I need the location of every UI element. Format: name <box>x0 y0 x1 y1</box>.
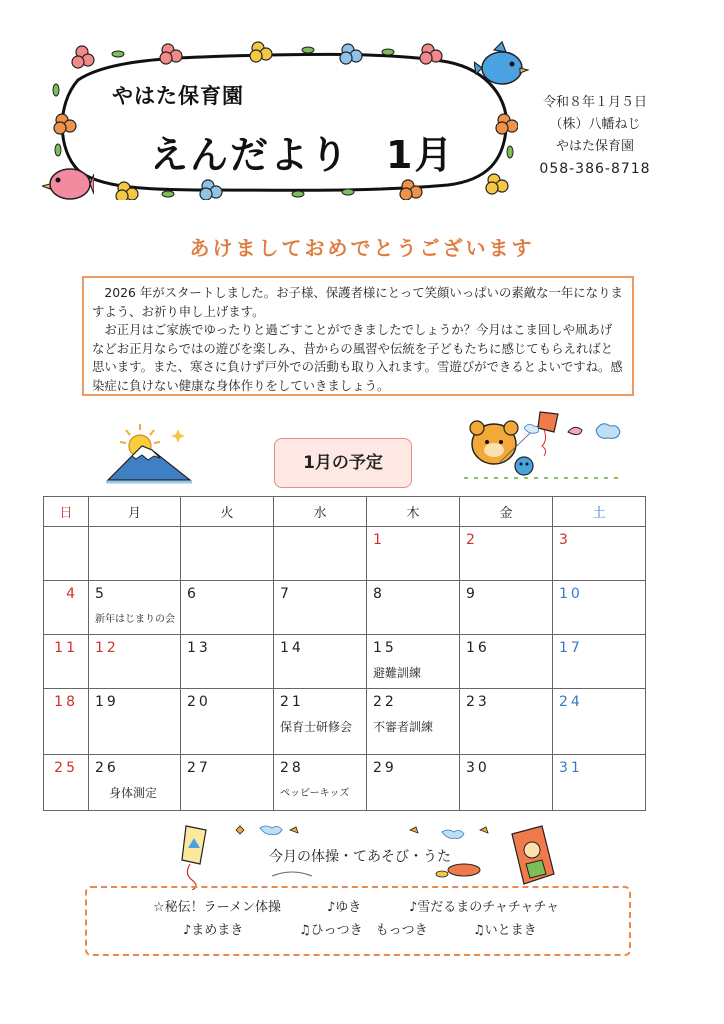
day-number: 17 <box>559 640 583 656</box>
calendar-day-cell <box>89 527 181 581</box>
title-month: 1月 <box>386 133 455 177</box>
new-year-greeting: あけましておめでとうございます <box>189 236 535 260</box>
day-number: 12 <box>95 640 119 656</box>
calendar-day-cell <box>44 755 89 811</box>
songs-list-box <box>85 886 631 956</box>
calendar-day-cell <box>460 635 553 689</box>
day-number: 5 <box>95 586 107 602</box>
song-item: ☆秘伝！ラーメン体操 <box>153 900 282 915</box>
calendar-day-cell <box>367 527 460 581</box>
calendar-week-row <box>44 755 646 811</box>
day-number: 1 <box>373 532 385 548</box>
calendar-event: ペッピーキッズ <box>280 788 350 799</box>
calendar-day-cell <box>553 581 646 635</box>
day-number: 7 <box>280 586 292 602</box>
calendar-day-cell <box>44 581 89 635</box>
calendar-day-cell <box>367 689 460 755</box>
calendar-week-row <box>44 527 646 581</box>
day-number: 22 <box>373 694 397 710</box>
song-item: ♫ひっつき もっつき <box>299 923 428 938</box>
calendar-day-cell <box>274 635 367 689</box>
pink-bird-icon <box>42 160 94 204</box>
song-item: ♫いとまき <box>473 923 537 938</box>
songs-title: 今月の体操・てあそび・うた <box>269 849 451 865</box>
day-number: 26 <box>95 760 119 776</box>
calendar-week-row <box>44 581 646 635</box>
calendar-day-cell <box>89 581 181 635</box>
day-number: 3 <box>559 532 571 548</box>
calendar-week-row <box>44 689 646 755</box>
calendar-event: 避難訓練 <box>373 666 422 680</box>
calendar-day-cell <box>367 581 460 635</box>
day-number: 11 <box>54 640 78 656</box>
weekday-monday: 月 <box>89 497 181 527</box>
mt-fuji-sunrise-icon <box>106 422 192 484</box>
weekday-tuesday: 火 <box>181 497 274 527</box>
title-text: えんだより <box>150 133 351 177</box>
day-number: 31 <box>559 760 583 776</box>
day-number: 4 <box>66 586 78 602</box>
song-item: ♪雪だるまのチャチャチャ <box>409 900 560 915</box>
day-number: 28 <box>280 760 304 776</box>
weekday-header-row <box>44 497 646 527</box>
day-number: 21 <box>280 694 304 710</box>
weekday-saturday: 土 <box>553 497 646 527</box>
calendar-event: 保育士研修会 <box>280 720 353 734</box>
day-number: 10 <box>559 586 583 602</box>
day-number: 19 <box>95 694 119 710</box>
calendar-day-cell <box>274 527 367 581</box>
day-number: 27 <box>187 760 211 776</box>
message-paragraph-2: お正月はご家族でゆったりと過ごすことができましたでしょうか？今月はこま回しや凧あげなどお正月ならではの遊びを楽しみ、昔からの風習や伝統を子どもたちに感じてもらえればと思います。また、寒さに負けず戸外での活動も取り入れます。雪遊びができるとよいですね。感染症に負けない健康な身体作りをしていきましょう。 <box>92 322 623 393</box>
day-number: 30 <box>466 760 490 776</box>
weekday-friday: 金 <box>460 497 553 527</box>
calendar-day-cell <box>553 635 646 689</box>
calendar-day-cell <box>460 581 553 635</box>
calendar-day-cell <box>44 689 89 755</box>
calendar-day-cell <box>274 581 367 635</box>
day-number: 2 <box>466 532 478 548</box>
calendar-day-cell <box>367 755 460 811</box>
calendar-day-cell <box>181 689 274 755</box>
calendar-day-cell <box>89 689 181 755</box>
day-number: 15 <box>373 640 397 656</box>
nursery-name: やはた保育園 <box>112 84 244 108</box>
calendar-day-cell <box>460 527 553 581</box>
nursery-name-small: やはた保育園 <box>555 139 634 154</box>
day-number: 18 <box>54 694 78 710</box>
phone-number: 058-386-8718 <box>539 161 651 177</box>
weekday-wednesday: 水 <box>274 497 367 527</box>
calendar-event: 新年はじまりの会 <box>95 614 175 625</box>
day-number: 24 <box>559 694 583 710</box>
calendar-day-cell <box>181 527 274 581</box>
calendar-day-cell <box>553 689 646 755</box>
calendar-day-cell <box>367 635 460 689</box>
calendar-week-row <box>44 635 646 689</box>
day-number: 8 <box>373 586 385 602</box>
day-number: 20 <box>187 694 211 710</box>
message-paragraph-1: 2026 年がスタートしました。お子様、保護者様にとって笑顔いっぱいの素敵な一年になりますよう、お祈り申し上げます。 <box>92 285 623 319</box>
company-name: （株）八幡ねじ <box>549 117 641 132</box>
calendar-event: 不審者訓練 <box>373 720 434 734</box>
day-number: 13 <box>187 640 211 656</box>
calendar-day-cell <box>553 755 646 811</box>
issue-date: 令和８年１月５日 <box>542 95 647 110</box>
calendar-day-cell <box>274 689 367 755</box>
message-box <box>82 276 634 396</box>
calendar-day-cell <box>89 755 181 811</box>
calendar-day-cell <box>274 755 367 811</box>
blue-bird-icon <box>474 40 530 90</box>
calendar-day-cell <box>44 635 89 689</box>
schedule-title: 1月の予定 <box>274 438 412 488</box>
song-item: ♪ゆき <box>327 900 362 915</box>
day-number: 6 <box>187 586 199 602</box>
kite-flying-kids-icon <box>464 410 624 482</box>
calendar-day-cell <box>553 527 646 581</box>
calendar-day-cell <box>89 635 181 689</box>
calendar-day-cell <box>181 755 274 811</box>
day-number: 29 <box>373 760 397 776</box>
day-number: 9 <box>466 586 478 602</box>
calendar-day-cell <box>44 527 89 581</box>
weekday-thursday: 木 <box>367 497 460 527</box>
calendar-day-cell <box>460 755 553 811</box>
song-item: ♪まめまき <box>183 923 244 938</box>
calendar-event: 身体測定 <box>109 786 158 800</box>
day-number: 23 <box>466 694 490 710</box>
day-number: 14 <box>280 640 304 656</box>
day-number: 25 <box>54 760 78 776</box>
calendar-day-cell <box>181 635 274 689</box>
issuer-info <box>530 92 660 180</box>
newsletter-title <box>150 124 454 179</box>
calendar-day-cell <box>460 689 553 755</box>
weekday-sunday: 日 <box>44 497 89 527</box>
calendar-day-cell <box>181 581 274 635</box>
calendar-table <box>43 496 646 811</box>
day-number: 16 <box>466 640 490 656</box>
